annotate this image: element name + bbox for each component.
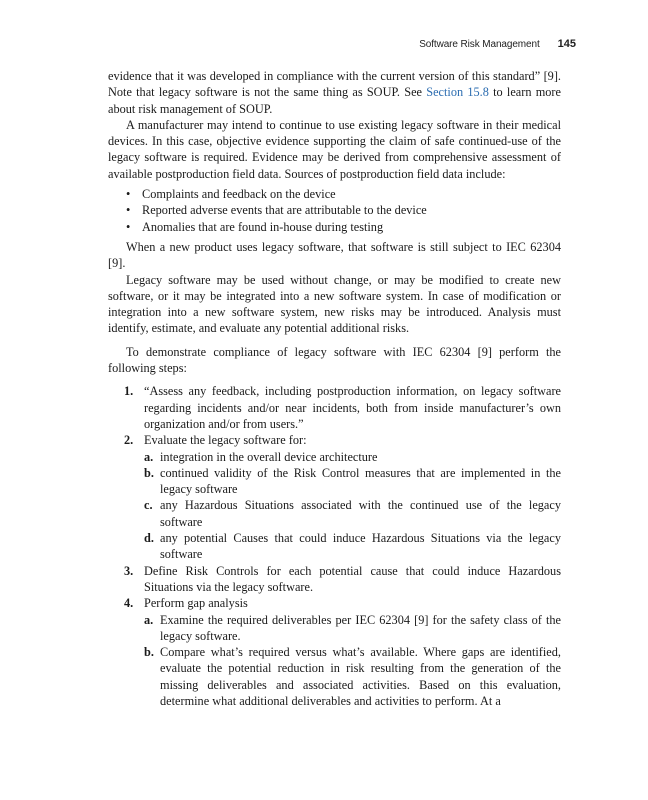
substeps-list	[144, 612, 561, 710]
substep-letter: d.	[144, 531, 154, 546]
list-item: • Complaints and feedback on the device	[126, 187, 336, 202]
substep-item	[144, 465, 561, 498]
bullet-icon: •	[126, 203, 131, 218]
step-number: 3.	[124, 563, 134, 578]
paragraph-soup-note: evidence that it was developed in compliance with the current version of this standard” [9]. Note that legacy software is not the same thing as SOUP. See Section 15.8 to learn more about risk management of SOUP.	[108, 69, 561, 116]
paragraph-compliance-steps-intro: To demonstrate compliance of legacy software with IEC 62304 [9] perform the following steps:	[108, 344, 561, 376]
running-header	[419, 38, 576, 54]
substep-item	[144, 530, 561, 563]
paragraph-modification-risks: Legacy software may be used without change, or may be modified to create new software, or it may be integrated into a new software system. In case of modification or integration into a new software system, new risks may be introduced. Analysis must identify, estimate, and evaluate any potential additional risks.	[108, 272, 561, 336]
substep-text: integration in the overall device architecture	[160, 449, 378, 464]
step-number: 1.	[124, 384, 134, 399]
running-header-title: Software Risk Management	[419, 39, 540, 50]
section-link[interactable]: Section 15.8	[426, 85, 489, 100]
step-text: Define Risk Controls for each potential cause that could induce Hazardous Situations via the legacy software.	[144, 563, 561, 594]
substep-text: Compare what’s required versus what’s available. Where gaps are identified, evaluate the potential reduction in risk resulting from the generation of the missing deliverables and associated activities. Based on this evaluation, determine what additional deliverables and activities to perform. At a	[160, 645, 561, 708]
substep-text: any Hazardous Situations associated with the continued use of the legacy software	[160, 498, 561, 529]
substep-text: continued validity of the Risk Control measures that are implemented in the legacy software	[160, 465, 561, 497]
compliance-steps-list	[108, 383, 561, 709]
substep-letter: a.	[144, 612, 154, 627]
substep-letter: c.	[144, 498, 153, 513]
list-item: • Anomalies that are found in-house during testing	[126, 219, 384, 234]
page-body	[108, 68, 561, 709]
step-item	[108, 432, 561, 562]
substep-item	[144, 612, 561, 645]
bullet-icon: •	[126, 187, 131, 202]
substep-item	[144, 644, 561, 709]
step-number: 2.	[124, 433, 134, 448]
substeps-list	[144, 449, 561, 563]
page-number: 145	[557, 38, 576, 50]
paragraph-iec-subject: When a new product uses legacy software, that software is still subject to IEC 62304 [9].	[108, 239, 561, 271]
step-text: “Assess any feedback, including postproduction information, on legacy software regarding incidents and/or near incidents, both from inside manufacturer’s own organization and/or from users.”	[144, 384, 561, 431]
step-text: Perform gap analysis	[144, 596, 248, 611]
substep-text: Examine the required deliverables per IEC 62304 [9] for the safety class of the legacy software.	[160, 612, 561, 643]
step-item	[108, 595, 561, 709]
step-item	[108, 383, 561, 432]
paragraph-legacy-evidence: A manufacturer may intend to continue to use existing legacy software in their medical devices. In this case, objective evidence supporting the claim of safe continued-use of the legacy software is required. Evidence may be derived from comprehensive assessment of available postproduction field data. Sources of postproduction field data include:	[108, 117, 561, 181]
substep-item	[144, 449, 561, 465]
step-number: 4.	[124, 596, 134, 611]
field-data-sources-list	[108, 186, 561, 235]
substep-letter: b.	[144, 465, 154, 480]
bullet-icon: •	[126, 219, 131, 234]
substep-letter: a.	[144, 449, 154, 464]
step-item	[108, 563, 561, 596]
substep-item	[144, 497, 561, 530]
substep-text: any potential Causes that could induce Hazardous Situations via the legacy software	[160, 531, 561, 562]
step-text: Evaluate the legacy software for:	[144, 433, 307, 448]
list-item: • Reported adverse events that are attributable to the device	[126, 203, 427, 218]
substep-letter: b.	[144, 645, 154, 660]
